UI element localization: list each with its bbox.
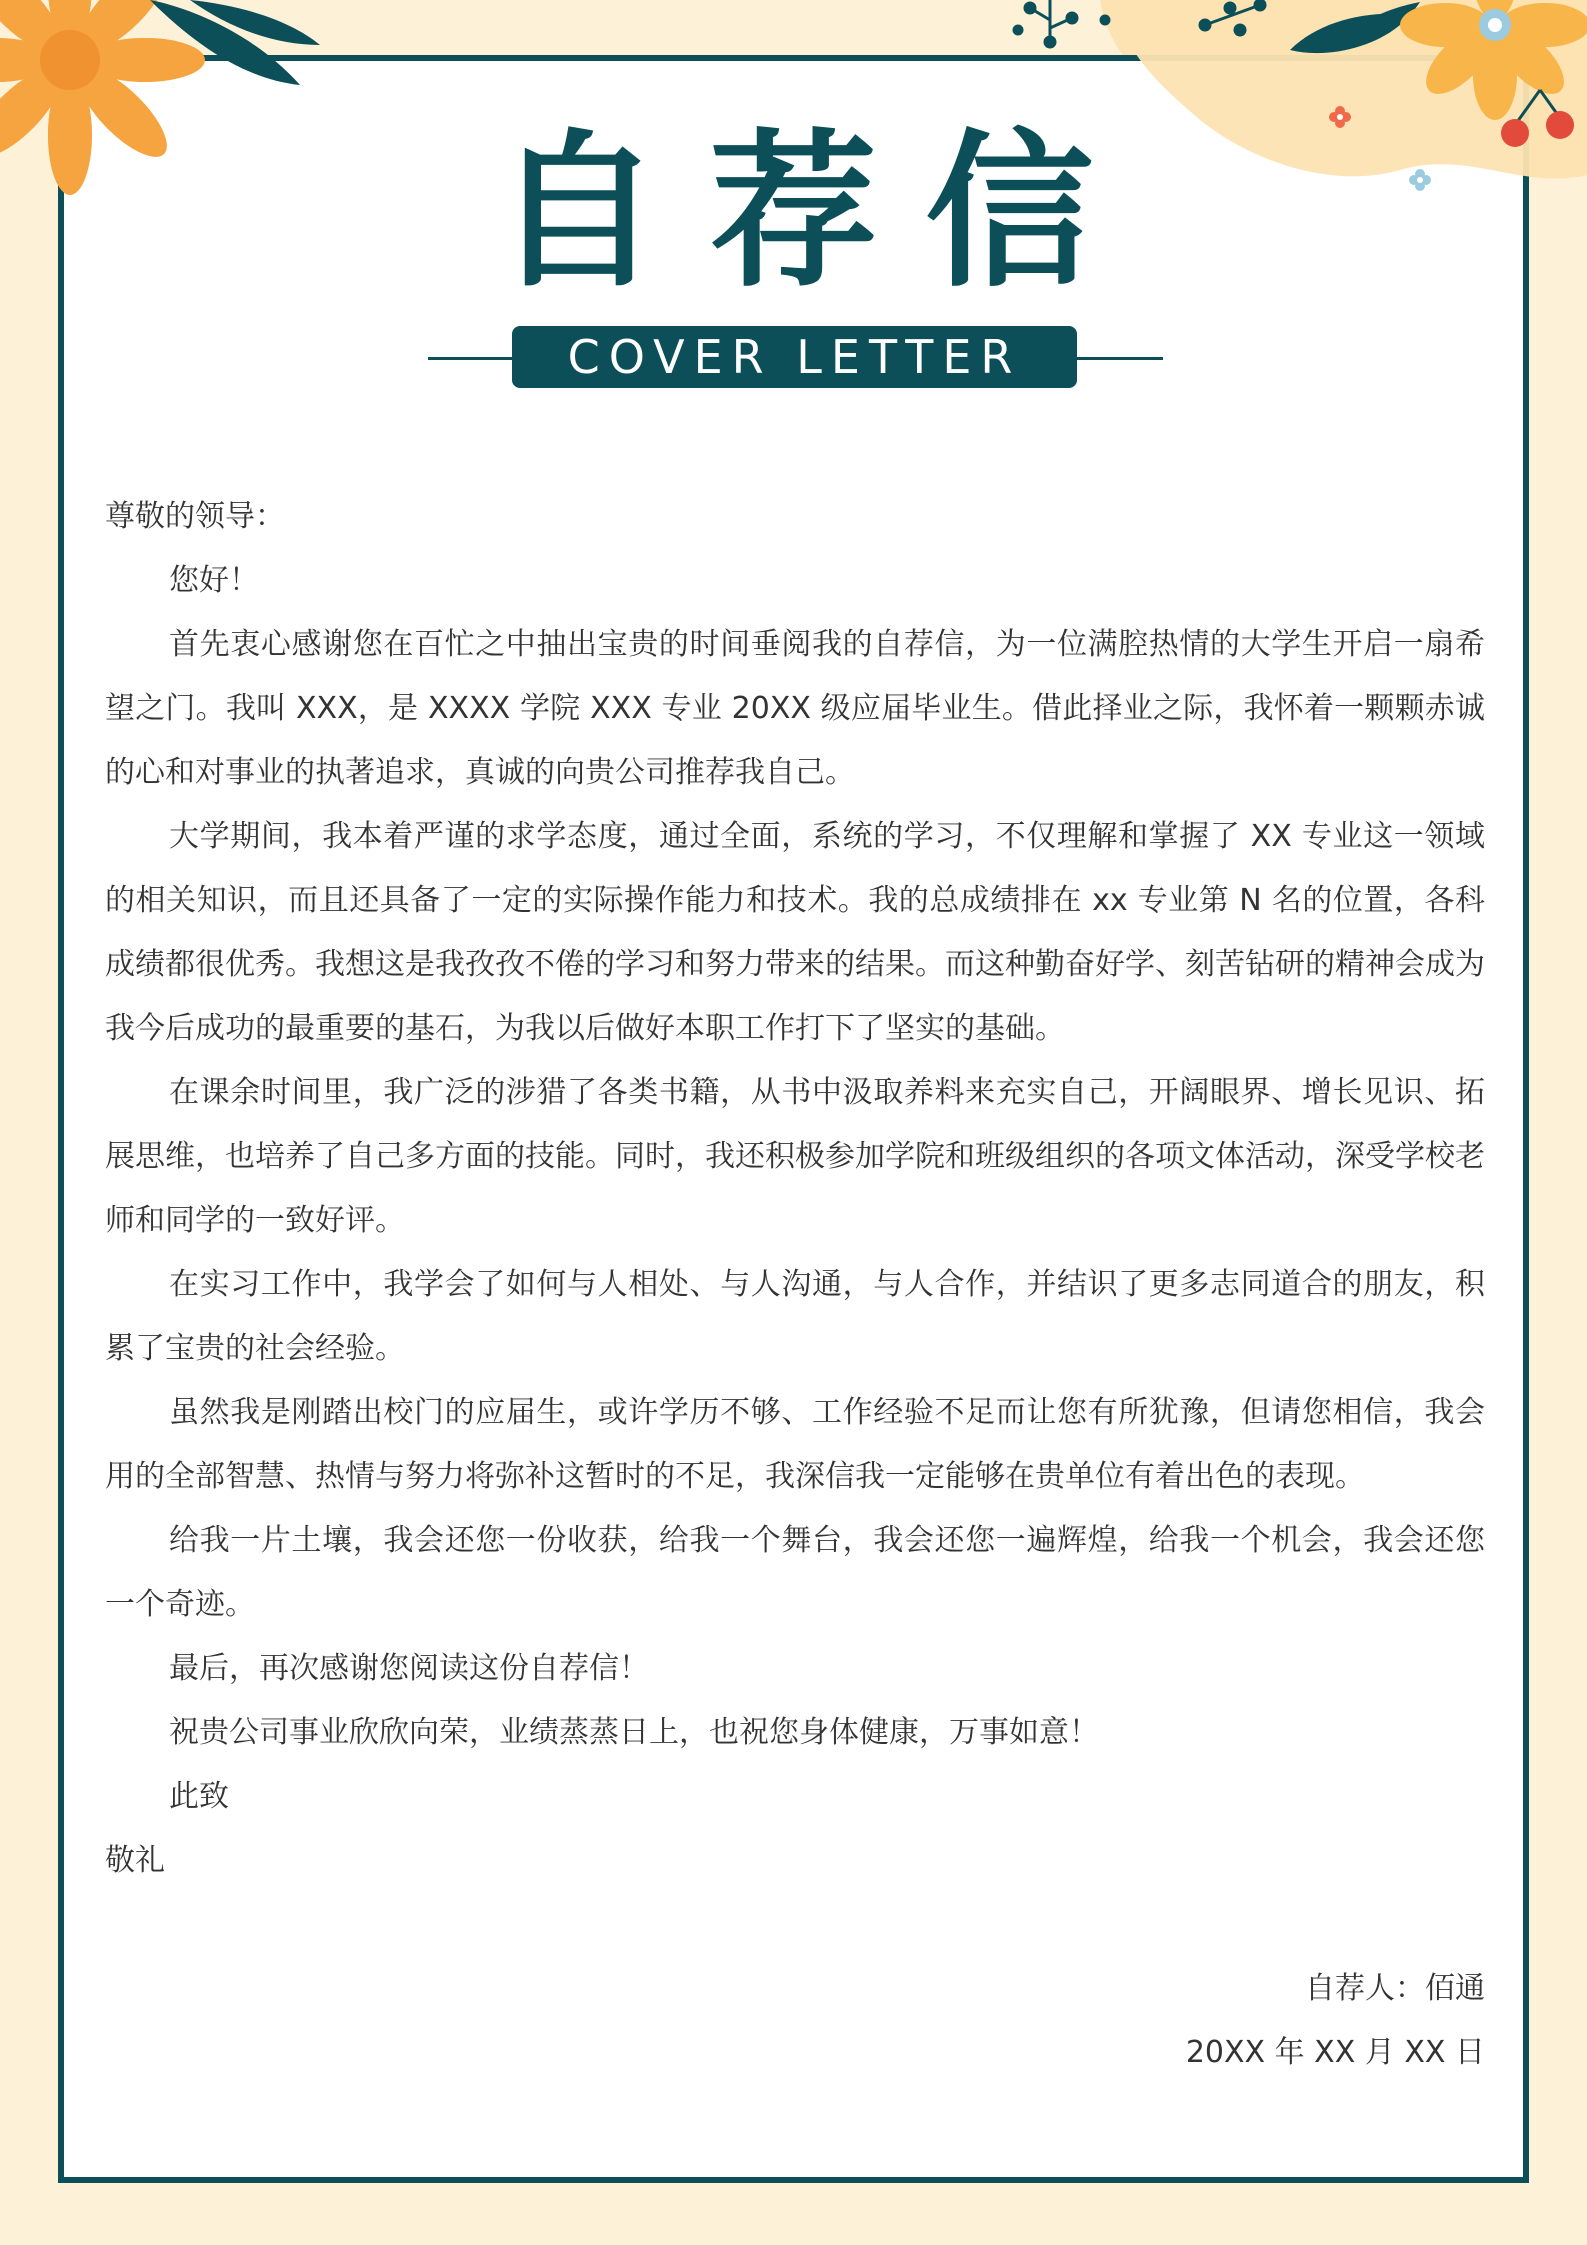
page-title: 自荐信 [493, 114, 1142, 310]
letter-body [105, 485, 1485, 2085]
paragraph: 祝贵公司事业欣欣向荣，业绩蒸蒸日上，也祝您身体健康，万事如意！ [169, 1715, 1099, 1750]
paragraph: 给我一片土壤，我会还您一份收获，给我一个舞台，我会还您一遍辉煌，给我一个机会，我会还您一个奇迹。 [105, 1523, 1485, 1622]
sprig-icon [1014, 0, 1109, 47]
date: 20XX 年 XX 月 XX 日 [1185, 2035, 1485, 2070]
paragraph: 最后，再次感谢您阅读这份自荐信！ [169, 1651, 649, 1686]
paragraph: 虽然我是刚踏出校门的应届生，或许学历不够、工作经验不足而让您有所犹豫，但请您相信，我会用的全部智慧、热情与努力将弥补这暂时的不足，我深信我一定能够在贵单位有着出色的表现。 [105, 1395, 1485, 1494]
signature: 自荐人：佰通 [1305, 1971, 1485, 2006]
subtitle-rule-right [1070, 357, 1163, 360]
salutation: 尊敬的领导： [105, 499, 285, 534]
paragraph: 大学期间，我本着严谨的求学态度，通过全面，系统的学习，不仅理解和掌握了 XX 专业这一领域的相关知识，而且还具备了一定的实际操作能力和技术。我的总成绩排在 xx 专业第 N 名的位置，各科成绩都很优秀。我想这是我孜孜不倦的学习和努力带来的结果。而这种勤奋好学、刻苦钻研的精神会成为我今后成功的最重要的基石，为我以后做好本职工作打下了坚实的基础。 [105, 819, 1485, 1046]
closing-phrase: 此致 [169, 1779, 229, 1814]
subtitle-rule-left [428, 357, 518, 360]
paragraph: 在实习工作中，我学会了如何与人相处、与人沟通，与人合作，并结识了更多志同道合的朋友，积累了宝贵的社会经验。 [105, 1267, 1485, 1366]
paragraph: 首先衷心感谢您在百忙之中抽出宝贵的时间垂阅我的自荐信，为一位满腔热情的大学生开启一扇希望之门。我叫 XXX，是 XXXX 学院 XXX 专业 20XX 级应届毕业生。借此择业之际，我怀着一颗颗赤诚的心和对事业的执著追求，真诚的向贵公司推荐我自己。 [105, 627, 1485, 790]
subtitle-badge: COVER LETTER [512, 326, 1077, 388]
closing-salute: 敬礼 [105, 1843, 165, 1878]
greeting: 您好！ [169, 563, 259, 598]
paragraph: 在课余时间里，我广泛的涉猎了各类书籍，从书中汲取养料来充实自己，开阔眼界、增长见识、拓展思维，也培养了自己多方面的技能。同时，我还积极参加学院和班级组织的各项文体活动，深受学校老师和同学的一致好评。 [105, 1075, 1485, 1238]
spacer [105, 1893, 1485, 1957]
